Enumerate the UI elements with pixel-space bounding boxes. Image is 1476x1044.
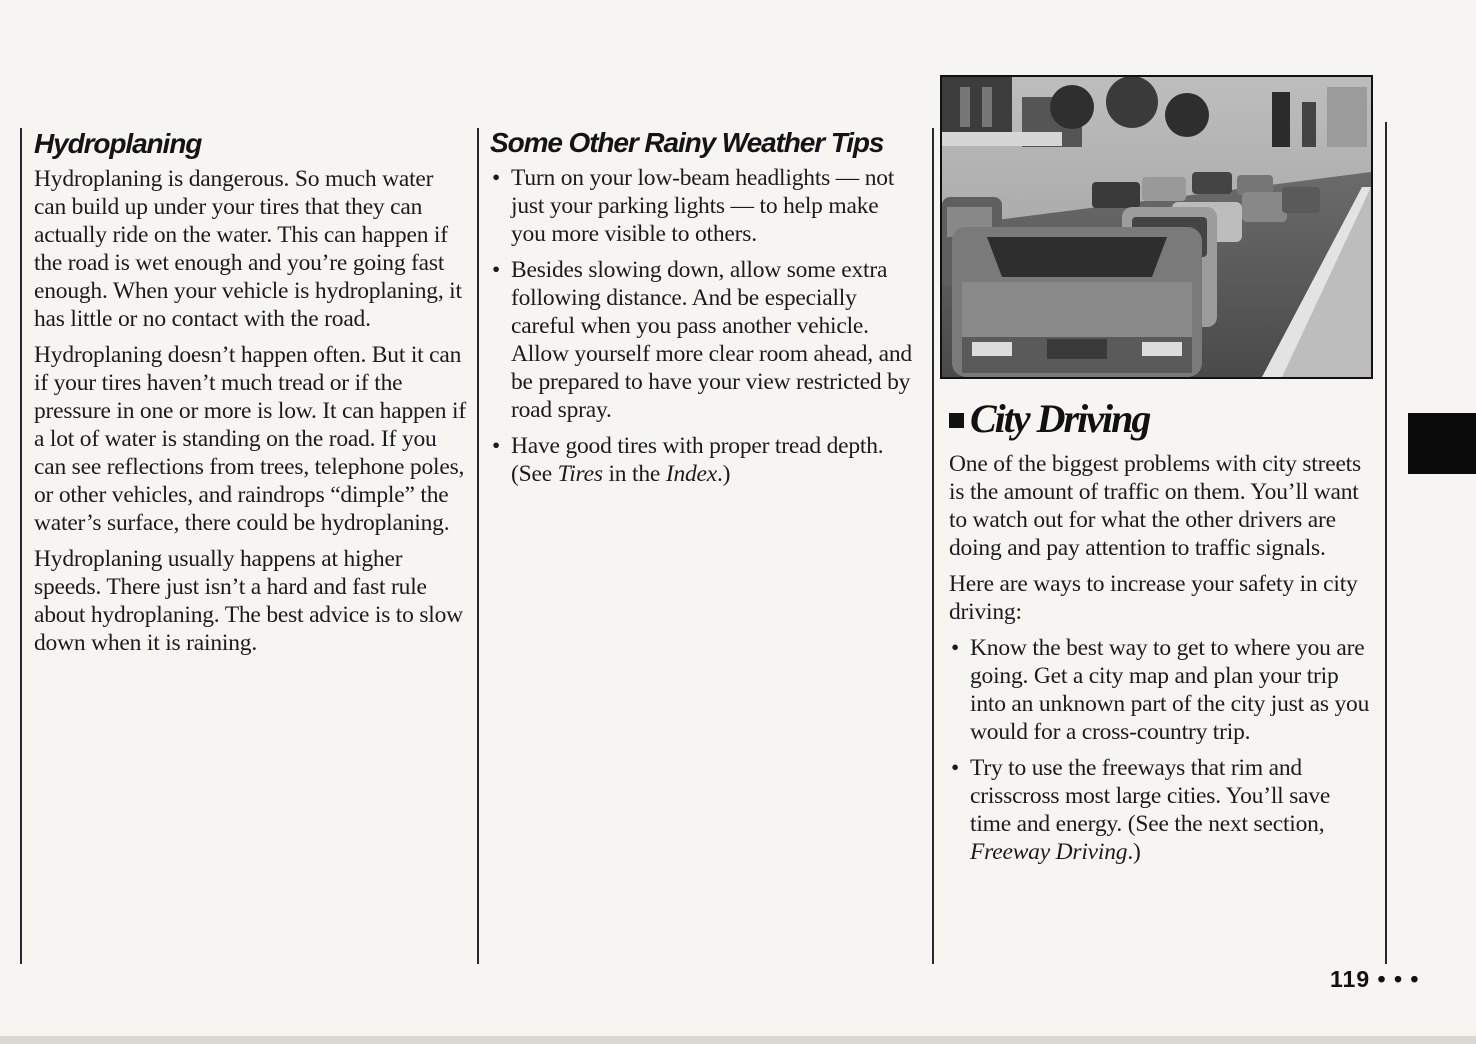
bullet-dot-icon: • <box>492 257 501 283</box>
column-rule-middle <box>477 128 479 964</box>
rainy-weather-tips-list <box>490 164 914 488</box>
list-item <box>490 256 914 424</box>
list-item <box>490 164 914 248</box>
page-number-value: 119 <box>1330 966 1371 992</box>
city-traffic-photo <box>940 75 1373 379</box>
city-driving-heading-text: City Driving <box>970 396 1150 441</box>
page-number <box>1330 966 1419 993</box>
index-reference: Index <box>665 461 717 487</box>
traffic-photo-illustration <box>942 77 1371 377</box>
hydroplaning-paragraph-1: Hydroplaning is dangerous. So much water can build up under your tires that they can actually ride on the water. This can happen if the road is wet enough and you’re going fast enough. When your vehicle is hydroplaning, it has little or no contact with the road. <box>34 166 462 332</box>
tip-text: Besides slowing down, allow some extra following distance. And be especially careful when you pass another vehicle. Allow yourself more clear room ahead, and be prepared to have your view restricted by road spray. <box>511 257 912 423</box>
square-bullet-icon <box>949 413 964 428</box>
list-item <box>949 754 1375 866</box>
tires-reference: Tires <box>557 461 603 487</box>
tip-text-after: .) <box>717 461 731 487</box>
rainy-weather-tips-section <box>490 126 914 496</box>
bullet-dot-icon: • <box>492 165 501 191</box>
freeway-driving-reference: Freeway Driving <box>970 839 1128 865</box>
column-rule-far-right <box>1385 122 1387 964</box>
city-tip-text-after: .) <box>1127 839 1141 865</box>
city-tip-text-before: Try to use the freeways that rim and crisscross most large cities. You’ll save time and energy. (See the next section, <box>970 755 1331 837</box>
tip-text: Turn on your low-beam headlights — not just your parking lights — to help make you more visible to others. <box>511 165 895 247</box>
bullet-dot-icon: • <box>492 433 501 459</box>
rainy-weather-tips-heading: Some Other Rainy Weather Tips <box>490 127 884 158</box>
city-tip-text: Know the best way to get to where you are going. Get a city map and plan your trip into an unknown part of the city just as you would for a cross-country trip. <box>970 635 1370 745</box>
list-item <box>490 432 914 488</box>
city-driving-paragraph-1: One of the biggest problems with city streets is the amount of traffic on them. You’ll want to watch out for what the other drivers are doing and pay attention to traffic signals. <box>949 451 1361 561</box>
bullet-dot-icon: • <box>951 755 960 781</box>
city-driving-list <box>949 634 1375 866</box>
hydroplaning-paragraph-2: Hydroplaning doesn’t happen often. But it can if your tires haven’t much tread or if the pressure in one or more is low. It can happen if a lot of water is standing on the road. If you can see reflections from trees, telephone poles, or other vehicles, and raindrops “dimple” the water’s surface, there could be hydroplaning. <box>34 342 466 536</box>
section-edge-tab <box>1408 413 1476 474</box>
column-rule-left <box>20 128 22 964</box>
hydroplaning-section <box>34 127 466 665</box>
hydroplaning-heading: Hydroplaning <box>34 128 202 159</box>
page-number-dots: • • • <box>1377 966 1420 992</box>
city-driving-heading <box>949 394 1375 444</box>
bullet-dot-icon: • <box>951 635 960 661</box>
hydroplaning-paragraph-3: Hydroplaning usually happens at higher speeds. There just isn’t a hard and fast rule about hydroplaning. The best advice is to slow down when it is raining. <box>34 546 463 656</box>
city-driving-paragraph-2: Here are ways to increase your safety in city driving: <box>949 571 1358 625</box>
city-driving-section <box>949 394 1375 874</box>
page-bottom-edge <box>0 1036 1476 1044</box>
tip-text-before: Have good tires with proper tread depth. (See <box>511 433 884 487</box>
list-item <box>949 634 1375 746</box>
tip-text-middle: in the <box>602 461 666 487</box>
column-rule-right <box>932 128 934 964</box>
